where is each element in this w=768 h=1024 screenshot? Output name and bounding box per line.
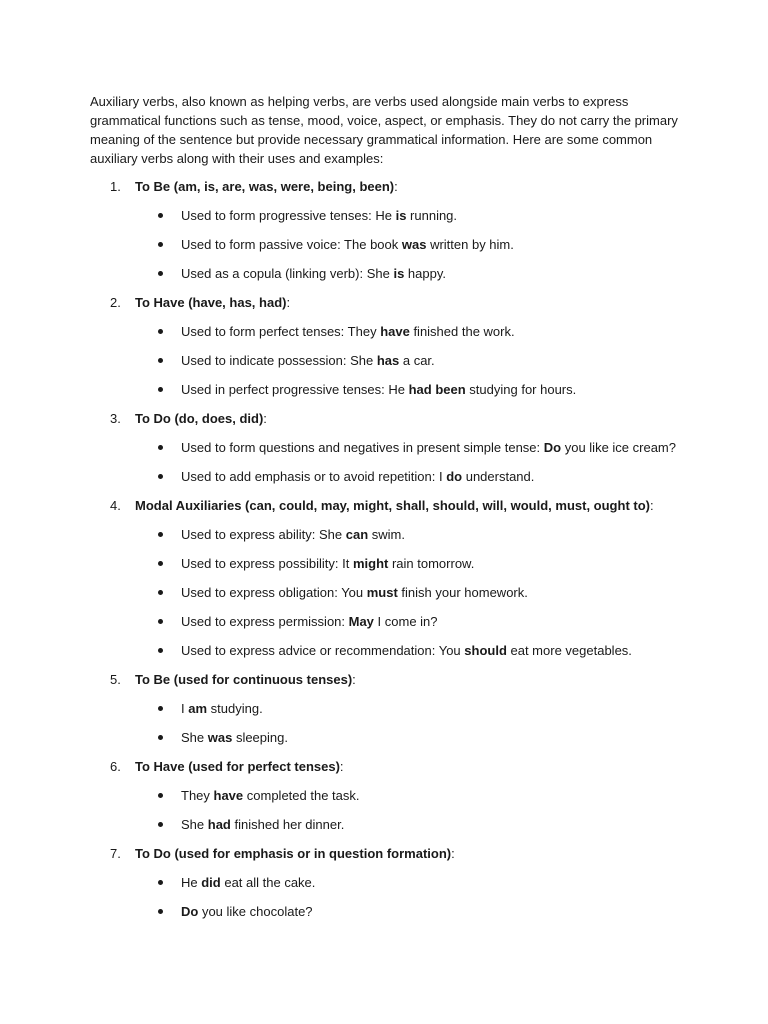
list-item-text: He did eat all the cake.: [181, 875, 316, 890]
list-item-text: They have completed the task.: [181, 788, 360, 803]
list-item: [0, 467, 768, 496]
list-section: [0, 844, 768, 931]
bullet-icon: [158, 561, 163, 566]
list-item-text: Used to form progressive tenses: He is running.: [181, 208, 458, 223]
list-section: [0, 670, 768, 757]
list-item: [0, 438, 768, 467]
section-heading: [0, 757, 768, 786]
list-item: [0, 612, 768, 641]
bullet-icon: [158, 242, 163, 247]
section-number: 7.: [110, 846, 121, 861]
list-item-text: Do you like chocolate?: [181, 904, 313, 919]
section-number: 3.: [110, 411, 121, 426]
list-item: [0, 583, 768, 612]
bullet-icon: [158, 213, 163, 218]
bullet-icon: [158, 648, 163, 653]
bullet-icon: [158, 590, 163, 595]
list-item-text: Used to form questions and negatives in present simple tense: Do you like ice cream?: [181, 440, 676, 455]
section-title: To Do (do, does, did):: [135, 411, 267, 426]
list-item: [0, 380, 768, 409]
list-item: [0, 351, 768, 380]
list-item-text: Used as a copula (linking verb): She is happy.: [181, 266, 446, 281]
list-item: [0, 235, 768, 264]
list-section: [0, 757, 768, 844]
section-heading: [0, 670, 768, 699]
bullet-icon: [158, 358, 163, 363]
list-item-text: Used to add emphasis or to avoid repetition: I do understand.: [181, 469, 535, 484]
list-item: [0, 322, 768, 351]
list-item-text: Used to express obligation: You must finish your homework.: [181, 585, 528, 600]
section-heading: [0, 496, 768, 525]
section-heading: [0, 177, 768, 206]
list-item-text: Used to express permission: May I come in?: [181, 614, 438, 629]
list-section: [0, 409, 768, 496]
section-title: Modal Auxiliaries (can, could, may, might, shall, should, will, would, must, ought to):: [135, 498, 654, 513]
bullet-icon: [158, 822, 163, 827]
intro-paragraph: Auxiliary verbs, also known as helping verbs, are verbs used alongside main verbs to express grammatical functions such as tense, mood, voice, aspect, or emphasis. They do not carry the primary meaning of the sentence but provide necessary grammatical information. Here are some common auxiliary verbs along with their uses and examples:: [90, 94, 678, 166]
list-item: [0, 554, 768, 583]
list-item-text: She was sleeping.: [181, 730, 288, 745]
auxiliary-verb-list: [0, 177, 768, 931]
list-item-text: Used in perfect progressive tenses: He had been studying for hours.: [181, 382, 577, 397]
list-section: [0, 177, 768, 293]
list-item-text: Used to express ability: She can swim.: [181, 527, 405, 542]
list-item-text: Used to form perfect tenses: They have finished the work.: [181, 324, 515, 339]
list-item-text: I am studying.: [181, 701, 263, 716]
section-heading: [0, 293, 768, 322]
list-item: [0, 641, 768, 670]
section-title: To Have (used for perfect tenses):: [135, 759, 344, 774]
list-section: [0, 293, 768, 409]
list-item-text: Used to form passive voice: The book was written by him.: [181, 237, 514, 252]
list-item: [0, 264, 768, 293]
list-item-text: Used to indicate possession: She has a car.: [181, 353, 435, 368]
list-item: [0, 786, 768, 815]
section-number: 5.: [110, 672, 121, 687]
bullet-icon: [158, 880, 163, 885]
bullet-icon: [158, 735, 163, 740]
section-heading: [0, 409, 768, 438]
section-number: 2.: [110, 295, 121, 310]
section-title: To Be (used for continuous tenses):: [135, 672, 356, 687]
list-item: [0, 699, 768, 728]
bullet-icon: [158, 474, 163, 479]
list-section: [0, 496, 768, 670]
bullet-icon: [158, 387, 163, 392]
section-number: 6.: [110, 759, 121, 774]
list-item: [0, 728, 768, 757]
section-heading: [0, 844, 768, 873]
bullet-icon: [158, 619, 163, 624]
list-item-text: She had finished her dinner.: [181, 817, 345, 832]
bullet-icon: [158, 271, 163, 276]
list-item-text: Used to express advice or recommendation: You should eat more vegetables.: [181, 643, 632, 658]
section-number: 4.: [110, 498, 121, 513]
list-item: [0, 815, 768, 844]
list-item-text: Used to express possibility: It might rain tomorrow.: [181, 556, 475, 571]
bullet-icon: [158, 909, 163, 914]
bullet-icon: [158, 793, 163, 798]
bullet-icon: [158, 445, 163, 450]
section-title: To Be (am, is, are, was, were, being, been):: [135, 179, 398, 194]
section-title: To Have (have, has, had):: [135, 295, 291, 310]
list-item: [0, 902, 768, 931]
section-number: 1.: [110, 179, 121, 194]
bullet-icon: [158, 532, 163, 537]
bullet-icon: [158, 329, 163, 334]
list-item: [0, 525, 768, 554]
bullet-icon: [158, 706, 163, 711]
list-item: [0, 873, 768, 902]
section-title: To Do (used for emphasis or in question formation):: [135, 846, 455, 861]
list-item: [0, 206, 768, 235]
